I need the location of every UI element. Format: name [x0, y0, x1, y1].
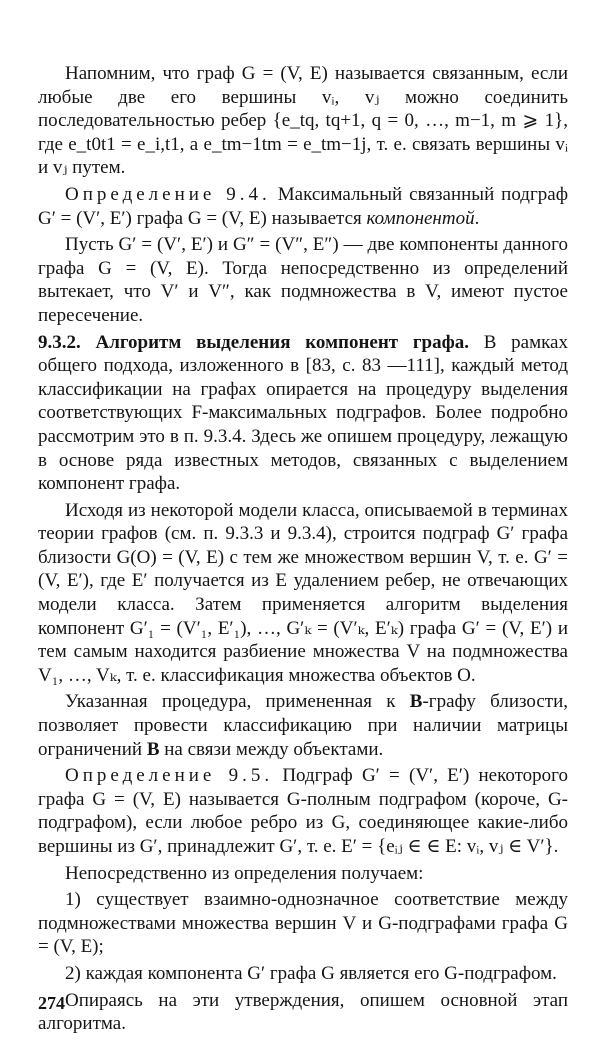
- b-graph-text-middle: -графу близости, позволяет провести классификацию при наличии матрицы ограничений: [38, 691, 569, 760]
- definition-label: Определение 9.4.: [65, 183, 271, 205]
- section-9-3-2: [38, 331, 568, 496]
- paragraph-b-graph: [38, 690, 568, 761]
- b-graph-text-before: Указанная процедура, примененная к: [65, 691, 396, 713]
- definition-text: Максимальный связанный подграф G′ = (V′, E′) графа G = (V, E) называется: [38, 183, 569, 229]
- definition-9-4: [38, 183, 568, 230]
- paragraph-algorithm-stage: Опираясь на эти утверждения, опишем основной этап алгоритма.: [38, 989, 568, 1035]
- text-column: [38, 62, 568, 1039]
- paragraph-connected-graph: Напомним, что граф G = (V, E) называется связанным, если любые две его вершины vᵢ, vⱼ можно соединить последовательностью ребер {e_tq, tq+1, q = 0, …, m−1, m ⩾ 1}, где e_t0t1 = e_i,t1, а e_tm−1tm = e_tm−1j, т. е. связать вершины vᵢ и vⱼ путем.: [38, 63, 568, 179]
- paragraph-corollary: Непосредственно из определения получаем:: [65, 862, 424, 884]
- b-graph-text-after: на связи между объектами.: [164, 738, 384, 760]
- paragraph-procedure: Исходя из некоторой модели класса, описываемой в терминах теории графов (см. п. 9.3.3 и 9.3.4), строится подграф G′ графа близости G(O) = (V, E) с тем же множеством вершин V, т. е. G′ = (V, E′), где E′ получается из E удалением ребер, не отвечающих модели класса. Затем применяется алгоритм выделения компонент G′₁ = (V′₁, E′₁), …, G′ₖ = (V′ₖ, E′ₖ) графа G′ = (V, E′) и тем самым находится разбиение множества V на подмножества V₁, …, Vₖ, т. е. классификация множества объектов O.: [38, 499, 568, 686]
- paragraph-components: Пусть G′ = (V′, E′) и G″ = (V″, E″) — две компоненты данного графа G = (V, E). Тогда непосредственно из определений вытекает, что V′ и V″, как подмножества в V, имеют пустое пересечение.: [38, 234, 568, 326]
- definition-label-9-5: Определение 9.5.: [65, 765, 274, 787]
- page-number: 274: [38, 993, 65, 1013]
- list-item-2: 2) каждая компонента G′ графа G является его G-подграфом.: [65, 962, 557, 984]
- definition-end: .: [474, 207, 480, 229]
- b-term-2: B: [146, 738, 160, 760]
- section-body: общего подхода, изложенного в [83, с. 83 —111], каждый метод классификации на графах опирается на процедуру выделения соответствующих F-максимальных подграфов. Более подробно рассмотрим это в п. 9.3.4. Здесь же опишем процедуру, лежащую в основе ряда известных методов, связанных с выделением компонент графа.: [38, 355, 568, 495]
- definition-term: компонентой: [366, 207, 475, 229]
- section-first-words: В рамках: [483, 331, 568, 353]
- b-term-1: B: [409, 691, 423, 713]
- list-item-1: 1) существует взаимно-однозначное соответствие между подмножествами множества вершин V и G-подграфами графа G = (V, E);: [38, 889, 568, 958]
- definition-text-9-5: Подграф G′ = (V′, E′) некоторого графа G = (V, E) называется G-полным подграфом (короче, G-подграфом), если любое ребро из G, соединяющее какие-либо вершины из G′, принадлежит G′, т. е. E′ = {eᵢⱼ ∈ ∈ E: vᵢ, vⱼ ∈ V′}.: [38, 765, 568, 857]
- definition-9-5: [38, 764, 568, 858]
- section-heading: 9.3.2. Алгоритм выделения компонент графа.: [38, 331, 469, 353]
